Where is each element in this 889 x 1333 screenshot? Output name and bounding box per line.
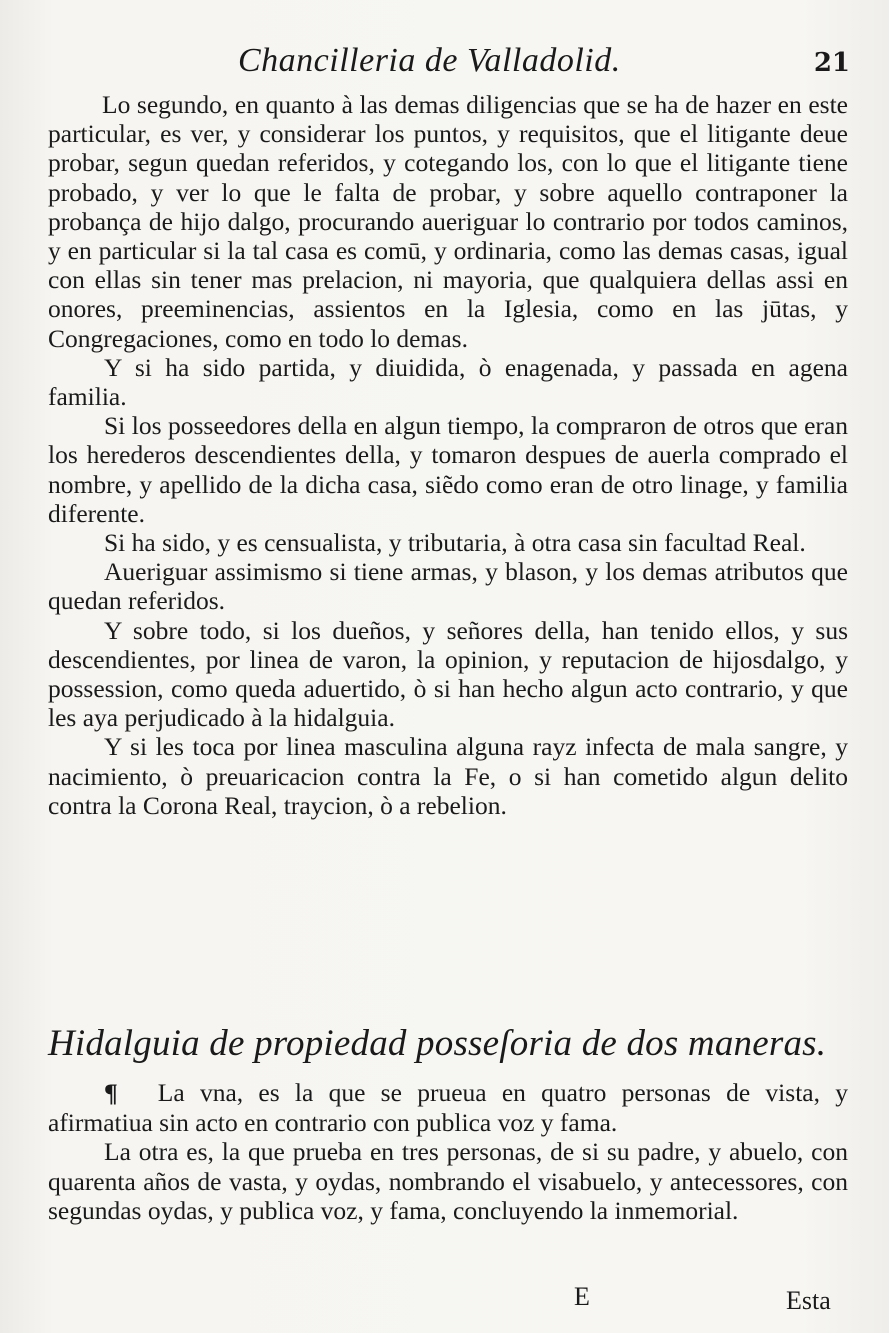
page-number: 21	[813, 48, 850, 78]
signature-mark: E	[574, 1282, 590, 1311]
paragraph: La otra es, la que prueba en tres personas, de si su padre, y abuelo, con quarenta años de vasta, y oydas, nombrando el visabuelo, y antecessores, con segundas oydas, y publica voz, y fama, concluyendo la inmemorial.	[48, 1137, 848, 1225]
paragraph: Y si ha sido partida, y diuidida, ò enagenada, y passada en agena familia.	[48, 352, 848, 412]
section-text	[48, 1078, 848, 1226]
page-header	[60, 42, 850, 84]
pilcrow-icon: ¶	[104, 1078, 118, 1107]
paragraph: Y sobre todo, si los dueños, y señores della, han tenido ellos, y sus descendientes, por linea de varon, la opinion, y reputacion de hijosdalgo, y possession, como queda aduertido, ò si han hecho algun acto contrario, y que les aya perjudicado à la hidalguia.	[48, 615, 848, 733]
paragraph: Lo segundo, en quanto à las demas diligencias que se ha de hazer en este particular, es ver, y considerar los puntos, y requisitos, que el litigante deue probar, segun quedan referidos, y cotegando los, con lo que el litigante tiene probado, y ver lo que le falta de probar, y sobre aquello contraponer la probança de hijo dalgo, procurando aueriguar lo contrario por todos caminos, y en particular si la tal casa es comū, y ordinaria, como las demas casas, igual con ellas sin tener mas prelacion, ni mayoria, que qualquiera dellas assi en onores, preeminencias, assientos en la Iglesia, como en las jūtas, y Congregaciones, como en todo lo demas.	[48, 90, 848, 353]
paragraph: Aueriguar assimismo si tiene armas, y blason, y los demas atributos que quedan referidos.	[48, 557, 848, 616]
section-heading: Hidalguia de propiedad posseſoria de dos maneras.	[48, 1023, 827, 1064]
paragraph-text: La vna, es la que se prueua en quatro personas de vista, y afirmatiua sin acto en contrario con publica voz y fama.	[48, 1078, 848, 1137]
paragraph: Si los posseedores della en algun tiempo, la compraron de otros que eran los herederos descendientes della, y tomaron despues de auerla comprado el nombre, y apellido de la dicha casa, siẽdo como eran de otro linage, y familia diferente.	[48, 411, 848, 528]
paragraph: Y si les toca por linea masculina alguna rayz infecta de mala sangre, y nacimiento, ò preuaricacion contra la Fe, o si han cometido algun delito contra la Corona Real, traycion, ò a rebelion.	[48, 732, 848, 820]
running-title: Chancilleria de Valladolid.	[238, 42, 621, 79]
paragraph	[48, 1078, 848, 1137]
catchword: Esta	[786, 1286, 831, 1315]
main-text	[48, 90, 848, 820]
paragraph: Si ha sido, y es censualista, y tributaria, à otra casa sin facultad Real.	[104, 528, 806, 558]
